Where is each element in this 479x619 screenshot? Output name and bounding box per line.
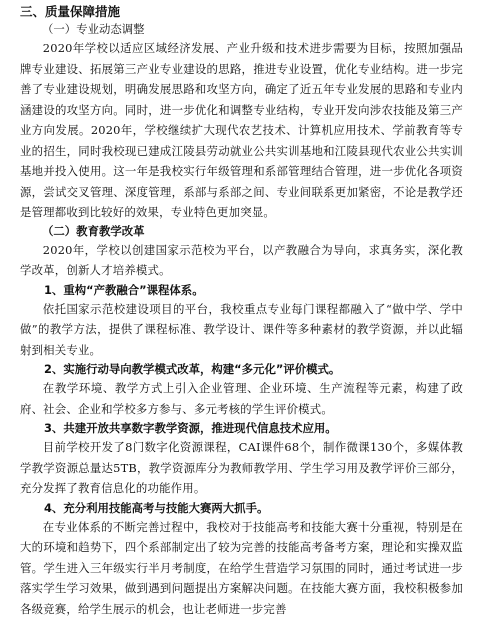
subsection-title-2: （二）教育教学改革 [20,223,463,240]
subsection-title-1: （一）专业动态调整 [20,21,463,38]
item-paragraph-1: 依托国家示范校建设项目的平台，我校重点专业每门课程都融入了“做中学、学中做”的教学方法，提供了课程标准、教学设计、课件等多种素材的教学资源，并以此辐射到相关专业。 [20,299,463,361]
paragraph-professional-adjustment: 2020年学校以适应区域经济发展、产业升级和技术进步需要为目标，按照加强品牌专业建设、拓展第三产业专业建设的思路，推进专业设置，优化专业结构。进一步完善了专业建设规划，明确发展思路和攻坚方向，确定了近五年专业发展的思路和专业内涵建设的攻坚方向。同时，进一步优化和调整专业结构，专业开发向涉农技能及第三产业方向发展。2020年，学校继续扩大现代农艺技术、计算机应用技术、学前教育等专业的招生，同时我校现已建成江陵县劳动就业公共实训基地和江陵县现代农业公共实训基地并投入使用。这一年是我校实行年级管理和系部管理结合管理，进一步优化各项资源，尝试交叉管理、深度管理，系部与系部之间、专业间联系更加紧密，不论是教学还是管理都收到比较好的效果，专业特色更加突显。 [20,38,463,223]
item-heading-4: 4、充分利用技能高考与技能大赛两大抓手。 [20,499,463,517]
paragraph-reform-intro: 2020年，学校以创建国家示范校为平台，以产教融合为导向，求真务实，深化教学改革，创新人才培养模式。 [20,240,463,281]
item-paragraph-3: 目前学校开发了8门数字化资源课程，CAI课件68个，制作微课130个，多媒体教学教学资源总量达5TB，教学资源库分为教师教学用、学生学习用及教学评价三部分，充分发挥了教育信息化的功能作用。 [20,437,463,499]
item-heading-2: 2、实施行动导向教学模式改革，构建“多元化”评价模式。 [20,360,463,378]
section-title: 三、质量保障措施 [20,4,463,20]
item-paragraph-2: 在教学环境、教学方式上引入企业管理、企业环境、生产流程等元素，构建了政府、社会、企业和学校多方参与、多元考核的学生评价模式。 [20,378,463,419]
item-heading-3: 3、共建开放共享数字教学资源，推进现代信息技术应用。 [20,419,463,437]
item-paragraph-4: 在专业体系的不断完善过程中，我校对于技能高考和技能大赛十分重视，特别是在大的环境和趋势下，四个系部制定出了较为完善的技能高考备考方案，理论和实操双监管。学生进入三年级实行半月考制度，在给学生营造学习氛围的同时，通过考试进一步落实学生学习效果，做到遇到问题提出方案解决问题。在技能大赛方面，我校积极参加各级竞赛，给学生展示的机会，也让老师进一步完善 [20,517,463,619]
item-heading-1: 1、重构“产教融合”课程体系。 [20,281,463,299]
